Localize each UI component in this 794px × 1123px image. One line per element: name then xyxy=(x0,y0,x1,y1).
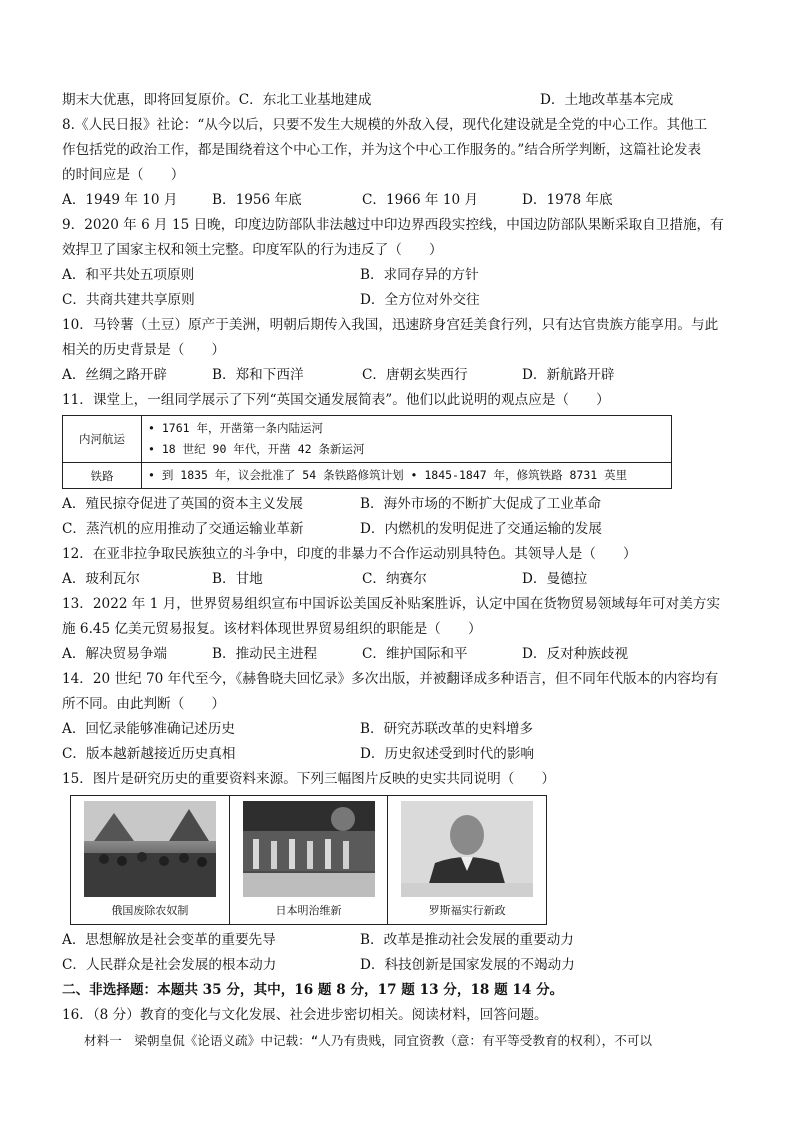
q8-stem-3: 的时间应是（ ） xyxy=(62,167,185,183)
q13-options xyxy=(62,642,742,667)
q14-option-a[interactable]: A．回忆录能够准确记述历史 xyxy=(62,721,235,737)
q9-options-row2 xyxy=(62,288,742,313)
q7-option-d[interactable]: D．土地改革基本完成 xyxy=(540,92,674,108)
q15-option-b[interactable]: B．改革是推动社会发展的重要动力 xyxy=(360,932,574,948)
q8-options xyxy=(62,188,742,213)
q13-option-a[interactable]: A．解决贸易争端 xyxy=(62,646,167,662)
q10-stem-2: 相关的历史背景是（ ） xyxy=(62,342,226,358)
q8-option-c[interactable]: C．1966 年 10 月 xyxy=(362,192,479,208)
q14-option-c[interactable]: C．版本越新越接近历史真相 xyxy=(62,746,236,762)
q14-stem-2: 所不同。由此判断（ ） xyxy=(62,696,226,712)
q15-option-c[interactable]: C．人民群众是社会发展的根本动力 xyxy=(62,957,277,973)
q9-options-row1 xyxy=(62,263,742,288)
q14-stem-1: 14．20 世纪 70 年代至今，《赫鲁晓夫回忆录》多次出版，并被翻译成多种语言，但不同年代版本的内容均有 xyxy=(62,671,719,687)
q14-options-row1 xyxy=(62,717,742,742)
image-cell xyxy=(71,796,230,924)
q13-stem-1: 13．2022 年 1 月，世界贸易组织宣布中国诉讼美国反补贴案胜诉，认定中国在货物贸易领域每年可对美方实 xyxy=(62,596,721,612)
q12-option-a[interactable]: A．玻利瓦尔 xyxy=(62,571,140,587)
q10-option-d[interactable]: D．新航路开辟 xyxy=(522,367,615,383)
portrait-illustration xyxy=(401,801,533,897)
q13-option-b[interactable]: B．推动民主进程 xyxy=(212,646,318,662)
q12-option-d[interactable]: D．曼德拉 xyxy=(522,571,588,587)
uk-transport-table xyxy=(62,415,672,489)
q12-stem: 12．在亚非拉争取民族独立的斗争中，印度的非暴力不合作运动别具特色。其领导人是（ ） xyxy=(62,546,637,562)
q14-options-row2 xyxy=(62,742,742,767)
q13-option-d[interactable]: D．反对种族歧视 xyxy=(522,646,629,662)
image-cell xyxy=(230,796,389,924)
q11-option-a[interactable]: A．殖民掠夺促进了英国的资本主义发展 xyxy=(62,496,303,512)
table-item: • 到 1835 年，议会批准了 54 条铁路修筑计划 • 1845-1847 年，修筑铁路 8731 英里 xyxy=(148,468,628,482)
q11-option-b[interactable]: B．海外市场的不断扩大促成了工业革命 xyxy=(360,496,602,512)
q15-options-row1 xyxy=(62,928,742,953)
table-item: • 1761 年，开凿第一条内陆运河 xyxy=(148,421,323,435)
q16-stem: 16．（8 分）教育的变化与文化发展、社会进步密切相关。阅读材料，回答问题。 xyxy=(62,1007,548,1023)
q8-option-b[interactable]: B．1956 年底 xyxy=(212,192,302,208)
crowd-illustration xyxy=(84,801,216,897)
table-cell-items xyxy=(142,463,672,489)
q9-option-a[interactable]: A．和平共处五项原则 xyxy=(62,267,195,283)
table-cell-category: 铁路 xyxy=(63,463,142,489)
table-item: • 18 世纪 90 年代，开凿 42 条新运河 xyxy=(148,442,365,456)
q13-stem-2: 施 6.45 亿美元贸易报复。该材料体现世界贸易组织的职能是（ ） xyxy=(62,621,482,637)
q11-stem: 11．课堂上，一组同学展示了下列“英国交通发展简表”。他们以此说明的观点应是（ ） xyxy=(62,392,610,408)
q8-option-a[interactable]: A．1949 年 10 月 xyxy=(62,192,178,208)
q9-option-d[interactable]: D．全方位对外交往 xyxy=(360,292,480,308)
q15-option-d[interactable]: D．科技创新是国家发展的不竭动力 xyxy=(360,957,575,973)
q11-option-c[interactable]: C．蒸汽机的应用推动了交通运输业革新 xyxy=(62,521,304,537)
image-cell xyxy=(388,796,546,924)
q11-options-row2 xyxy=(62,517,742,542)
q7-options-tail xyxy=(62,88,742,113)
caption-serf-emancipation: 俄国废除农奴制 xyxy=(111,904,189,917)
q15-stem: 15．图片是研究历史的重要资料来源。下列三幅图片反映的史实共同说明（ ） xyxy=(62,771,556,787)
table-cell-category: 内河航运 xyxy=(63,416,142,463)
q15-options-row2 xyxy=(62,953,742,978)
q11-options-row1 xyxy=(62,492,742,517)
q8-stem-2: 作包括党的政治工作，都是围绕着这个中心工作，并为这个中心工作服务的。”结合所学判断，这篇社论发表 xyxy=(62,142,702,158)
q9-option-b[interactable]: B．求同存异的方针 xyxy=(360,267,479,283)
assembly-illustration xyxy=(243,801,375,897)
q10-option-c[interactable]: C．唐朝玄奘西行 xyxy=(362,367,468,383)
q13-option-c[interactable]: C．维护国际和平 xyxy=(362,646,468,662)
serf-emancipation-photo xyxy=(84,801,216,897)
q8-stem-1: 8.《人民日报》社论：“从今以后，只要不发生大规模的外敌入侵，现代化建设就是全党的中心工作。其他工 xyxy=(62,117,708,133)
table-row xyxy=(63,416,672,463)
q8-option-d[interactable]: D．1978 年底 xyxy=(522,192,613,208)
q11-option-d[interactable]: D．内燃机的发明促进了交通运输的发展 xyxy=(360,521,602,537)
table-cell-items xyxy=(142,416,672,463)
q7-option-c[interactable]: 期末大优惠，即将回复原价。C．东北工业基地建成 xyxy=(62,92,372,108)
q15-option-a[interactable]: A．思想解放是社会变革的重要先导 xyxy=(62,932,276,948)
q15-image-panel xyxy=(70,795,547,925)
exam-page xyxy=(62,88,742,1053)
q10-option-a[interactable]: A．丝绸之路开辟 xyxy=(62,367,167,383)
table-row xyxy=(63,463,672,489)
q9-option-c[interactable]: C．共商共建共享原则 xyxy=(62,292,195,308)
section-heading: 二、非选择题：本题共 35 分，其中，16 题 8 分，17 题 13 分，18 题 14 分。 xyxy=(62,982,564,998)
new-deal-photo xyxy=(401,801,533,897)
q14-option-d[interactable]: D．历史叙述受到时代的影响 xyxy=(360,746,535,762)
q12-option-c[interactable]: C．纳赛尔 xyxy=(362,571,427,587)
q9-stem-2: 效捍卫了国家主权和领土完整。印度军队的行为违反了（ ） xyxy=(62,242,443,258)
q16-material-1: 材料一 梁朝皇侃《论语义疏》中记载：“人乃有贵贱，同宜资教（意：有平等受教育的权利），不可以 xyxy=(84,1033,653,1048)
meiji-restoration-photo xyxy=(243,801,375,897)
q14-option-b[interactable]: B．研究苏联改革的史料增多 xyxy=(360,721,534,737)
q10-stem-1: 10．马铃薯（土豆）原产于美洲，明朝后期传入我国，迅速跻身宫廷美食行列，只有达官贵族方能享用。与此 xyxy=(62,317,719,333)
caption-new-deal: 罗斯福实行新政 xyxy=(428,904,506,917)
caption-meiji-restoration: 日本明治维新 xyxy=(275,904,342,917)
q12-option-b[interactable]: B．甘地 xyxy=(212,571,263,587)
q10-options xyxy=(62,363,742,388)
q12-options xyxy=(62,567,742,592)
q9-stem-1: 9．2020 年 6 月 15 日晚，印度边防部队非法越过中印边界西段实控线，中国边防部队果断采取自卫措施，有 xyxy=(62,217,724,233)
q10-option-b[interactable]: B．郑和下西洋 xyxy=(212,367,304,383)
